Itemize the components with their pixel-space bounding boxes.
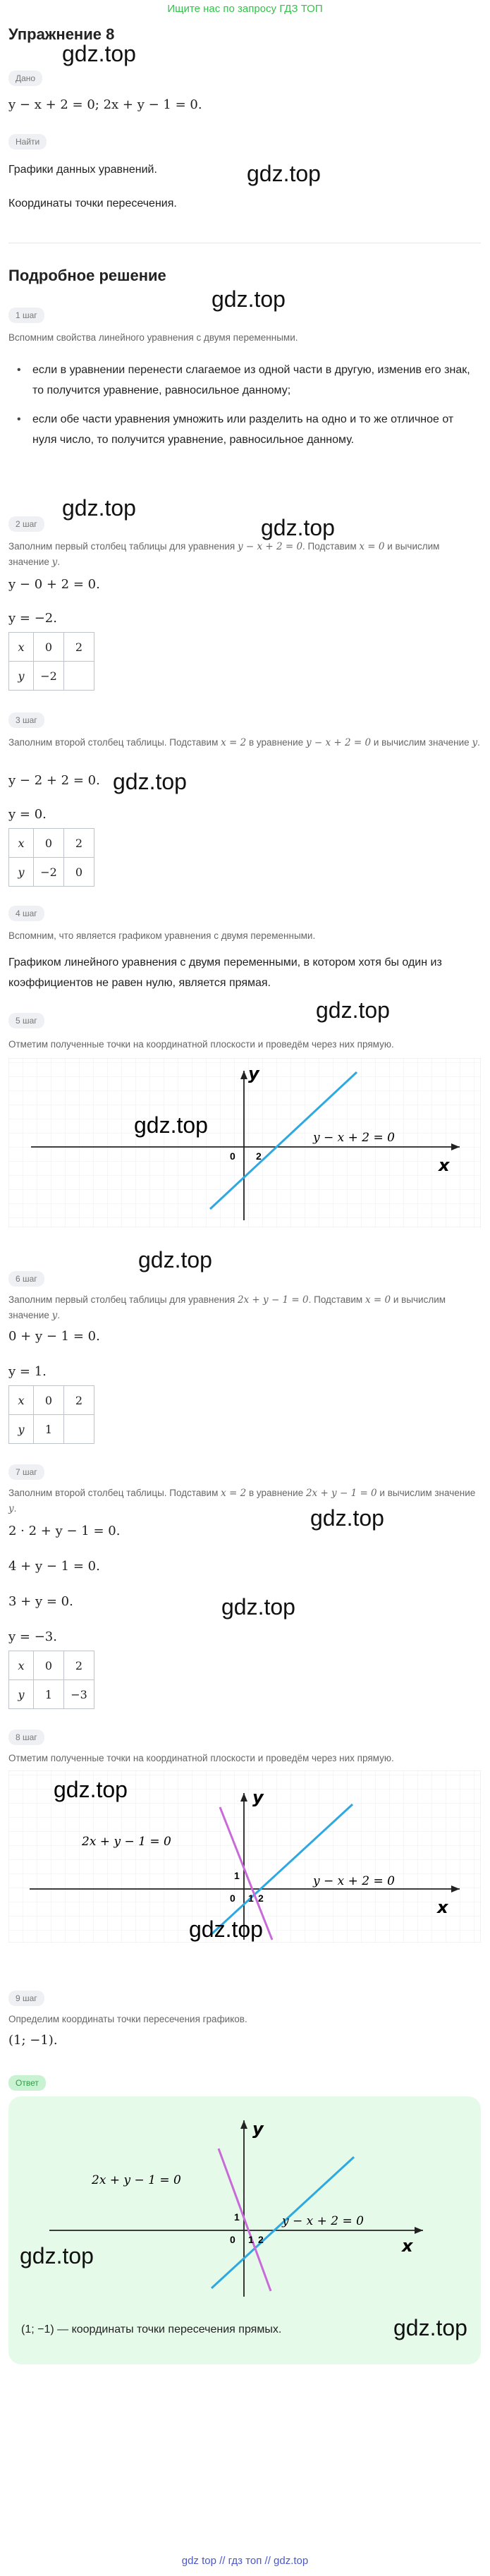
table-header-y: y bbox=[9, 858, 34, 887]
tick-2: 2 bbox=[258, 1892, 264, 1904]
y-arrow-icon bbox=[240, 2120, 247, 2129]
step7-line3: 3 + y = 0. bbox=[8, 1594, 73, 1609]
step8-text: Отметим полученные точки на координатной плоскости и проведём через них прямую. bbox=[8, 1753, 394, 1763]
table-cell: 0 bbox=[34, 1386, 64, 1415]
table-cell: 2 bbox=[64, 1651, 94, 1680]
step3-eq: y − x + 2 = 0 bbox=[305, 737, 372, 748]
table-cell: −2 bbox=[34, 662, 64, 691]
table-header-y: y bbox=[9, 1415, 34, 1444]
axis-label-y: y bbox=[248, 1064, 259, 1083]
answer-label: Ответ bbox=[8, 2075, 46, 2091]
step9-result: (1; −1). bbox=[8, 2033, 58, 2048]
step7-line1: 2 · 2 + y − 1 = 0. bbox=[8, 1524, 121, 1538]
line-2 bbox=[219, 2149, 271, 2291]
tick-2: 2 bbox=[256, 1150, 262, 1162]
step9-text: Определим координаты точки пересечения графиков. bbox=[8, 2014, 247, 2024]
step7-text-b: в уравнение bbox=[249, 1488, 304, 1498]
step4-bold: Графиком линейного уравнения с двумя переменными, в котором хотя бы один из коэффициентов не равен нулю, является прямая. bbox=[8, 956, 442, 989]
axis-label-y: y bbox=[252, 1787, 264, 1807]
table-cell: 2 bbox=[64, 633, 94, 662]
axis-label-x: x bbox=[402, 2236, 413, 2256]
watermark: gdz.top bbox=[393, 2315, 467, 2340]
step3-text: Заполним второй столбец таблицы. Подставим x = 2 в уравнение y − x + 2 = 0 и вычислим значение y. bbox=[8, 737, 480, 748]
step1-text: Вспомним свойства линейного уравнения с двумя переменными. bbox=[8, 332, 298, 343]
watermark: gdz.top bbox=[310, 1505, 384, 1531]
find-label: Найти bbox=[8, 134, 47, 150]
step6-eq: 2x + y − 1 = 0 bbox=[237, 1294, 309, 1306]
find-label-wrap bbox=[8, 134, 47, 150]
step2-sub: x = 0 bbox=[359, 541, 385, 552]
watermark: gdz.top bbox=[261, 515, 335, 540]
tick-1: 1 bbox=[234, 1870, 240, 1881]
step6-text-b: . Подставим bbox=[308, 1294, 363, 1305]
watermark: gdz.top bbox=[20, 2243, 94, 2268]
step9-label-wrap bbox=[8, 1991, 44, 2006]
step4-label: 4 шаг bbox=[8, 906, 44, 921]
answer-text: (1; −1) — координаты точки пересечения прямых. bbox=[21, 2323, 282, 2335]
watermark: gdz.top bbox=[189, 1916, 263, 1942]
given-label-wrap bbox=[8, 71, 42, 86]
table-cell: −3 bbox=[64, 1680, 94, 1709]
step1-bullets bbox=[8, 360, 481, 458]
table-cell: 2 bbox=[64, 829, 94, 858]
footer-links[interactable]: gdz top // гдз топ // gdz.top bbox=[181, 2555, 309, 2567]
step2-text-a: Заполним первый столбец таблицы для уравнения bbox=[8, 541, 235, 552]
step7-label: 7 шаг bbox=[8, 1464, 44, 1480]
graph-step5 bbox=[8, 1058, 481, 1227]
step7-sub: x = 2 bbox=[221, 1488, 247, 1499]
tick-1: 1 bbox=[234, 2211, 240, 2223]
top-banner[interactable]: Ищите нас по запросу ГДЗ ТОП bbox=[167, 3, 323, 15]
tick-1: 1 bbox=[248, 2234, 254, 2245]
step2-table bbox=[8, 632, 94, 691]
step7-label-wrap bbox=[8, 1464, 44, 1480]
step6-var: y bbox=[51, 1310, 58, 1321]
table-cell: 1 bbox=[34, 1680, 64, 1709]
watermark: gdz.top bbox=[316, 997, 390, 1023]
watermark: gdz.top bbox=[221, 1594, 295, 1620]
step2-label: 2 шаг bbox=[8, 516, 44, 532]
step3-text-c: и вычислим значение bbox=[373, 737, 470, 748]
step5-text: Отметим полученные точки на координатной плоскости и проведём через них прямую. bbox=[8, 1039, 394, 1050]
graph-grid bbox=[8, 1058, 481, 1227]
step6-label-wrap bbox=[8, 1271, 44, 1287]
step3-line2: y = 0. bbox=[8, 807, 47, 822]
step2-label-wrap bbox=[8, 516, 44, 532]
table-header-x: x bbox=[9, 633, 34, 662]
step6-line2: y = 1. bbox=[8, 1364, 47, 1379]
step6-text-a: Заполним первый столбец таблицы для уравнения bbox=[8, 1294, 235, 1305]
line-1-label: y − x + 2 = 0 bbox=[313, 1131, 395, 1145]
watermark: gdz.top bbox=[113, 769, 187, 794]
table-cell: 0 bbox=[34, 633, 64, 662]
step1-bullet: • если обе части уравнения умножить или разделить на одно и то же отличное от нуля число, то получится уравнение, равносильное данному. bbox=[8, 409, 481, 450]
exercise-title: Упражнение 8 bbox=[8, 25, 115, 43]
line-1-label: y − x + 2 = 0 bbox=[313, 1874, 395, 1888]
table-header-x: x bbox=[9, 1651, 34, 1680]
step8-label: 8 шаг bbox=[8, 1730, 44, 1745]
tick-0: 0 bbox=[230, 1892, 235, 1904]
step2-line2: y = −2. bbox=[8, 611, 57, 626]
find-item: Координаты точки пересечения. bbox=[8, 198, 177, 209]
step6-table bbox=[8, 1385, 94, 1444]
answer-label-wrap bbox=[8, 2075, 46, 2091]
watermark: gdz.top bbox=[212, 286, 286, 312]
step3-var: y bbox=[472, 737, 478, 748]
step7-eq: 2x + y − 1 = 0 bbox=[305, 1488, 377, 1499]
watermark: gdz.top bbox=[54, 1777, 128, 1802]
watermark: gdz.top bbox=[138, 1247, 212, 1272]
graph-step8 bbox=[8, 1770, 481, 1943]
table-cell: 0 bbox=[64, 858, 94, 887]
axis-label-x: x bbox=[437, 1897, 448, 1917]
tick-2: 2 bbox=[258, 2234, 264, 2245]
step2-line1: y − 0 + 2 = 0. bbox=[8, 577, 100, 592]
watermark: gdz.top bbox=[62, 495, 136, 521]
table-cell: 1 bbox=[34, 1415, 64, 1444]
step7-line4: y = −3. bbox=[8, 1629, 57, 1644]
step1-bullet: • если в уравнении перенести слагаемое из одной части в другую, изменив его знак, то получится уравнение, равносильное данному; bbox=[8, 360, 481, 401]
step6-line1: 0 + y − 1 = 0. bbox=[8, 1329, 100, 1344]
step5-label: 5 шаг bbox=[8, 1013, 44, 1028]
table-cell: 2 bbox=[64, 1386, 94, 1415]
table-header-y: y bbox=[9, 1680, 34, 1709]
step1-label: 1 шаг bbox=[8, 308, 44, 323]
step7-line2: 4 + y − 1 = 0. bbox=[8, 1559, 100, 1574]
find-item: Графики данных уравнений. bbox=[8, 164, 157, 176]
step5-label-wrap bbox=[8, 1013, 44, 1028]
step3-line1: y − 2 + 2 = 0. bbox=[8, 773, 100, 788]
step7-text: Заполним второй столбец таблицы. Подставим x = 2 в уравнение 2x + y − 1 = 0 и вычислим значение y. bbox=[8, 1488, 476, 1514]
line-1-label: y − x + 2 = 0 bbox=[282, 2214, 364, 2228]
step2-var: y bbox=[51, 557, 58, 568]
step3-sub: x = 2 bbox=[221, 737, 247, 748]
step9-label: 9 шаг bbox=[8, 1991, 44, 2006]
line-2-label: 2x + y − 1 = 0 bbox=[82, 1835, 171, 1849]
step6-text-c: и вычислим значение bbox=[8, 1294, 446, 1320]
table-header-x: x bbox=[9, 829, 34, 858]
step2-text-b: . Подставим bbox=[302, 541, 357, 552]
step3-label-wrap bbox=[8, 712, 44, 728]
table-cell bbox=[64, 1415, 94, 1444]
watermark: gdz.top bbox=[247, 161, 321, 186]
watermark: gdz.top bbox=[62, 41, 136, 66]
step7-text-a: Заполним второй столбец таблицы. Подставим bbox=[8, 1488, 219, 1498]
step2-eq: y − x + 2 = 0 bbox=[237, 541, 303, 552]
axis-label-x: x bbox=[439, 1155, 450, 1175]
line-2-label: 2x + y − 1 = 0 bbox=[92, 2173, 181, 2187]
step6-label: 6 шаг bbox=[8, 1271, 44, 1287]
table-cell bbox=[64, 662, 94, 691]
step3-text-b: в уравнение bbox=[249, 737, 304, 748]
axis-label-y: y bbox=[252, 2119, 264, 2139]
step6-text: Заполним первый столбец таблицы для уравнения 2x + y − 1 = 0. Подставим x = 0 и вычислим значение y. bbox=[8, 1294, 446, 1321]
step7-text-c: и вычислим значение bbox=[379, 1488, 476, 1498]
step4-label-wrap bbox=[8, 906, 44, 921]
tick-1: 1 bbox=[248, 1892, 254, 1904]
step4-text: Вспомним, что является графиком уравнения с двумя переменными. bbox=[8, 930, 316, 941]
table-cell: −2 bbox=[34, 858, 64, 887]
x-arrow-icon bbox=[415, 2227, 423, 2234]
table-header-y: y bbox=[9, 662, 34, 691]
step2-text-c: и вычислим значение bbox=[8, 541, 440, 567]
step8-label-wrap bbox=[8, 1730, 44, 1745]
step3-label: 3 шаг bbox=[8, 712, 44, 728]
graph-answer bbox=[42, 2106, 444, 2311]
table-header-x: x bbox=[9, 1386, 34, 1415]
step7-table bbox=[8, 1651, 94, 1709]
given-label: Дано bbox=[8, 71, 42, 86]
step7-var: y bbox=[8, 1503, 14, 1514]
given-equation: y − x + 2 = 0; 2x + y − 1 = 0. bbox=[8, 97, 202, 112]
tick-0: 0 bbox=[230, 2234, 235, 2245]
step2-text: Заполним первый столбец таблицы для уравнения y − x + 2 = 0. Подставим x = 0 и вычислим значение y. bbox=[8, 541, 440, 568]
step6-sub: x = 0 bbox=[365, 1294, 391, 1306]
step3-text-a: Заполним второй столбец таблицы. Подставим bbox=[8, 737, 219, 748]
watermark: gdz.top bbox=[134, 1112, 208, 1138]
table-cell: 0 bbox=[34, 1651, 64, 1680]
solution-title: Подробное решение bbox=[8, 267, 166, 284]
tick-0: 0 bbox=[230, 1150, 235, 1162]
step3-table bbox=[8, 828, 94, 887]
table-cell: 0 bbox=[34, 829, 64, 858]
step1-label-wrap bbox=[8, 308, 44, 323]
